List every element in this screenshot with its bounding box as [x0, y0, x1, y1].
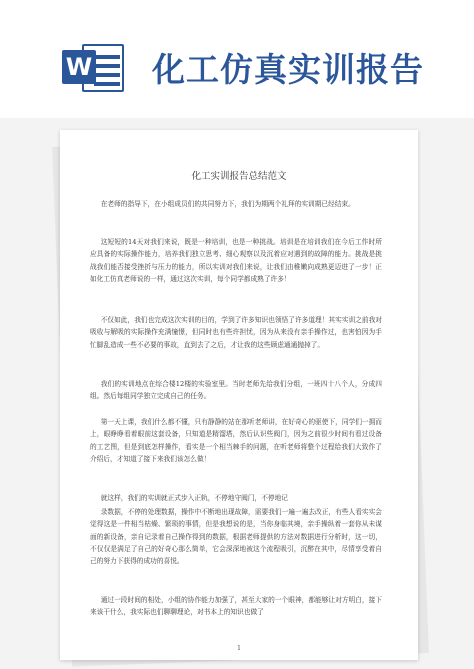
word-logo-letter: W — [62, 50, 96, 84]
word-app-icon — [62, 40, 126, 96]
paragraph-8: 通过一段时间的相处，小组的协作能力加强了，甚至大家的一个眼神，都能够让对方明白，接下来该干什么，我实际也们聊聊理论，对书本上的知识也做了 — [90, 596, 382, 617]
paragraph-5: 第一天上课，我们什么都不懂，只有静静的站在那听老师讲，在好奇心的驱使下，同学们一拥而上，眼睁睁看着眼前这套设备，只知道是精馏塔，然后认识些阀门，因为之前很少时间有看过设备的工艺图，但是到底怎样操作，看实是一个相当棘手的问题，在听老师将整个过程给我们大致作了介绍后，才知道了接下来我们该怎么做！ — [90, 418, 382, 463]
document-page — [60, 130, 418, 660]
page-number: 1 — [237, 645, 241, 652]
banner-title: 化工仿真实训报告 — [152, 50, 424, 89]
document-title: 化工实训报告总结范文 — [191, 171, 287, 182]
paragraph-6: 就这样，我们的实训就正式步入正轨，不停地守阀门，不停地记 — [100, 494, 288, 502]
paragraph-1: 在老师的指导下，在小组成员们的共同努力下，我们为期两个礼拜的实训期已经结束。 — [100, 200, 355, 208]
paragraph-4: 我们的实训地点在综合楼12楼的实验室里。当时老师先给我们分组，一班四十八个人，分成四组。然后每组同学独立完成自己的任务。 — [90, 380, 382, 401]
header-banner — [0, 0, 474, 118]
paragraph-2: 这短短的14天对我们来说，既是一种培训，也是一种挑战。培训是在培训我们在今后工作时所应具备的实际操作能力，培养我们独立思考、细心观察以及沉着应对遇到的故障的能力。挑战是挑战我们能否接受挫折与压力的能力，所以实训对我们来说，让我们由稚嫩向成熟更迈进了一步！正如化工仿真老师说的一样，通过这次实训，每个同学都成熟了许多！ — [90, 238, 382, 283]
paragraph-7: 录数据，不停的处理数据，操作中不断地出现故障，需要我们一遍一遍去改正，有些人看实实会觉得这是一件相当枯燥、繁琐的事情，但是我想说的是，当你身临其境，亲手操纵着一套你从未谋面的新设备，亲自记录着自己操作得到的数据，根据老师提供的方法对数据进行分析时，这一切，不仅仅是满足了自己的好奇心那么简单，它会深深地被这个流程吸引，沉醉在其中，尽情享受着自己的努力下获得的成功的喜悦。 — [90, 508, 382, 566]
paragraph-3: 不仅如此，我们也完成这次实训的目的，学到了许多知识也领悟了许多道理！其实实训之前我对吸收与解吸的实际操作充满憧憬，但同时也有些许担忧，因为从来没有亲手操作过，也害怕因为手忙脚乱造成一些不必要的事故，直到去了之后，才让我的这些顾虑通通抛掉了。 — [90, 316, 382, 349]
